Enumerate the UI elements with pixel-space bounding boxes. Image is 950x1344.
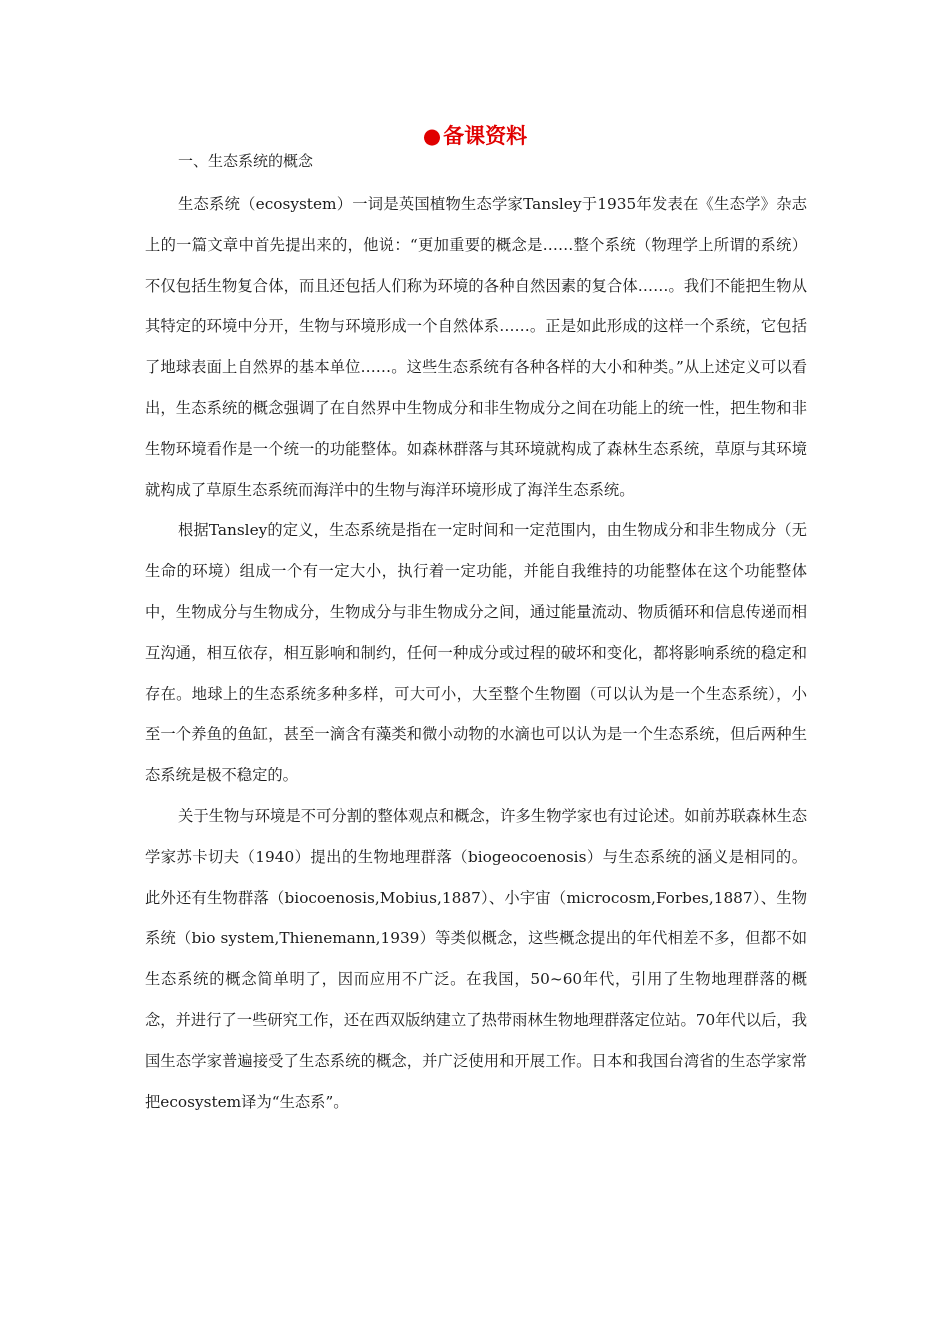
section-heading: 一、生态系统的概念: [178, 152, 314, 170]
paragraph-related-concepts: 关于生物与环境是不可分割的整体观点和概念，许多生物学家也有过论述。如前苏联森林生态学家苏卡切夫（1940）提出的生物地理群落（biogeocoenosis）与生态系统的涵义是相同的。此外还有生物群落（biocoenosis,Mobius,1887）、小宇宙（microcosm,Forbes,1887）、生物系统（bio system,Thienemann,1939）等类似概念，这些概念提出的年代相差不多，但都不如生态系统的概念简单明了，因而应用不广泛。在我国，50~60年代，引用了生物地理群落的概念，并进行了一些研究工作，还在西双版纳建立了热带雨林生物地理群落定位站。70年代以后，我国生态学家普遍接受了生态系统的概念，并广泛使用和开展工作。日本和我国台湾省的生态学家常把ecosystem译为“生态系”。: [145, 806, 807, 1111]
page-title-text: 备课资料: [443, 124, 528, 148]
paragraph-definition: 生态系统（ecosystem）一词是英国植物生态学家Tansley于1935年发表在《生态学》杂志上的一篇文章中首先提出来的，他说：“更加重要的概念是……整个系统（物理学上所谓的系统）不仅包括生物复合体，而且还包括人们称为环境的各种自然因素的复合体……。我们不能把生物从其特定的环境中分开，生物与环境形成一个自然体系……。正是如此形成的这样一个系统，它包括了地球表面上自然界的基本单位……。这些生态系统有各种各样的大小和种类。”从上述定义可以看出，生态系统的概念强调了在自然界中生物成分和非生物成分之间在功能上的统一性，把生物和非生物环境看作是一个统一的功能整体。如森林群落与其环境就构成了森林生态系统，草原与其环境就构成了草原生态系统而海洋中的生物与海洋环境形成了海洋生态系统。: [145, 195, 807, 499]
page-title: [0, 118, 950, 154]
paragraph-tansley-definition: 根据Tansley的定义，生态系统是指在一定时间和一定范围内，由生物成分和非生物成分（无生命的环境）组成一个有一定大小，执行着一定功能，并能自我维持的功能整体在这个功能整体中，生物成分与生物成分，生物成分与非生物成分之间，通过能量流动、物质循环和信息传递而相互沟通，相互依存，相互影响和制约，任何一种成分或过程的破坏和变化，都将影响系统的稳定和存在。地球上的生态系统多种多样，可大可小，大至整个生物圈（可以认为是一个生态系统），小至一个养鱼的鱼缸，甚至一滴含有藻类和微小动物的水滴也可以认为是一个生态系统，但后两种生态系统是极不稳定的。: [145, 521, 807, 785]
document-body: [145, 184, 807, 1122]
bullet-icon: ●: [422, 124, 442, 148]
